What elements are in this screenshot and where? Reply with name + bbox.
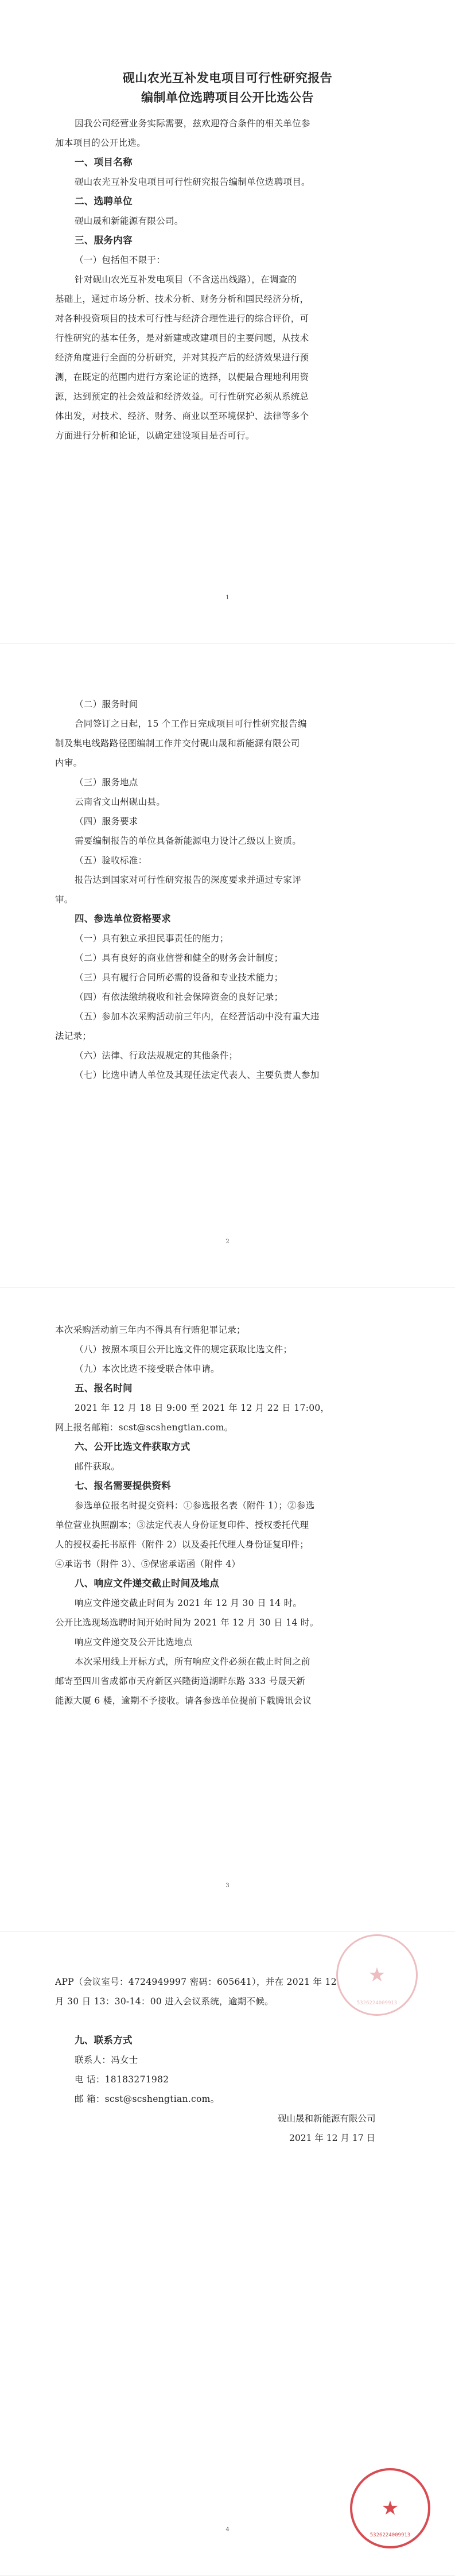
paragraph-line: 制及集电线路路径图编制工作并交付砚山晟和新能源有限公司: [55, 738, 300, 748]
subsection-heading: （五）验收标准：: [75, 855, 147, 866]
paragraph-line: 响应文件递交及公开比选地点: [75, 1637, 193, 1647]
requirement-item: （五）参加本次采购活动前三年内，在经营活动中没有重大违: [75, 1011, 320, 1022]
official-seal: [350, 2468, 430, 2548]
section-heading: 三、服务内容: [75, 235, 133, 246]
paragraph-line: 审。: [55, 894, 73, 905]
paragraph-line: 测，在既定的范围内进行方案论证的选择，以便最合理地利用资: [55, 372, 309, 382]
paragraph-line: 合同签订之日起，15 个工作日完成项目可行性研究报告编: [75, 719, 307, 729]
document-page-2: [0, 644, 455, 1288]
signature-company: 砚山晟和新能源有限公司: [278, 2113, 376, 2124]
seal-number: 5326224009913: [356, 2000, 398, 2006]
paragraph-line: 报告达到国家对可行性研究报告的深度要求并通过专家评: [75, 875, 302, 885]
intro-text: 加本项目的公开比选。: [55, 138, 146, 148]
paragraph-line: 邮件获取。: [75, 1461, 120, 1472]
requirement-item: （九）本次比选不接受联合体申请。: [75, 1364, 220, 1374]
paragraph-line: 公开比选现场选聘时间开始时间为 2021 年 12 月 30 日 14 时。: [55, 1617, 319, 1628]
page-number: 4: [225, 2527, 230, 2533]
paragraph-line: APP（会议室号：4724949997 密码：605641），并在 2021 年 12: [55, 1977, 337, 1987]
paragraph-line: 对各种投资项目的技术可行性与经济合理性进行的综合评价，可: [55, 313, 309, 324]
requirement-item: （八）按照本项目公开比选文件的规定获取比选文件；: [75, 1344, 293, 1355]
document-title-line2: 编制单位选聘项目公开比选公告: [141, 91, 314, 104]
signature-date: 2021 年 12 月 17 日: [289, 2133, 376, 2143]
paragraph-line: 本次采用线上开标方式，所有响应文件必须在截止时间之前: [75, 1656, 310, 1667]
requirement-item: （二）具有良好的商业信誉和健全的财务会计制度；: [75, 953, 283, 963]
paragraph-line: 网上报名邮箱：scst@scshengtian.com。: [55, 1422, 234, 1433]
subsection-heading: （四）服务要求: [75, 816, 138, 827]
section-heading: 五、报名时间: [75, 1383, 133, 1394]
paragraph-line: 针对砚山农光互补发电项目（不含送出线路），在调查的: [75, 274, 297, 285]
star-icon: ★: [368, 1964, 386, 1987]
section-heading: 四、参选单位资格要求: [75, 913, 171, 924]
paragraph-line: 行性研究的基本任务，是对新建或改建项目的主要问题，从技术: [55, 333, 309, 343]
requirement-item: （六）法律、行政法规规定的其他条件；: [75, 1050, 238, 1061]
paragraph-line: 云南省文山州砚山县。: [75, 797, 166, 807]
document-page-3: [0, 1288, 455, 1932]
contact-email: 邮 箱：scst@scshengtian.com。: [75, 2094, 220, 2104]
requirement-item: （四）有依法缴纳税收和社会保障资金的良好记录；: [75, 992, 283, 1002]
section-heading: 六、公开比选文件获取方式: [75, 1441, 190, 1452]
page-number: 1: [225, 595, 230, 601]
subsection-heading: （三）服务地点: [75, 777, 138, 787]
subsection-heading: （一）包括但不限于：: [75, 255, 166, 265]
paragraph-line: 响应文件递交截止时间为 2021 年 12 月 30 日 14 时。: [75, 1598, 302, 1608]
paragraph-line: 需要编制报告的单位具备新能源电力设计乙级以上资质。: [75, 836, 302, 846]
paragraph-line: 单位营业执照副本；③法定代表人身份证复印件、授权委托代理: [55, 1520, 309, 1530]
paragraph-line: ④承诺书（附件 3）、⑤保密承诺函（附件 4）: [55, 1559, 241, 1569]
paragraph-line: 基础上，通过市场分析、技术分析、财务分析和国民经济分析，: [55, 294, 309, 304]
contact-person: 联系人：冯女士: [75, 2055, 138, 2065]
document-title-line1: 砚山农光互补发电项目可行性研究报告: [122, 71, 333, 85]
contact-phone: 电 话：18183271982: [75, 2074, 169, 2085]
paragraph-line: 体出发，对技术、经济、财务、商业以至环境保护、法律等多个: [55, 411, 309, 421]
paragraph-line: 邮寄至四川省成都市天府新区兴隆街道湖畔东路 333 号晟天新: [55, 1676, 305, 1686]
paragraph-line: 人的授权委托书原件（附件 2）以及委托代理人身份证复印件；: [55, 1539, 309, 1550]
section-heading: 八、响应文件递交截止时间及地点: [75, 1578, 219, 1589]
seal-number: 5326224009913: [370, 2532, 411, 2538]
section-heading: 一、项目名称: [75, 157, 133, 168]
requirement-item: （一）具有独立承担民事责任的能力；: [75, 933, 229, 944]
paragraph-line: 内审。: [55, 758, 83, 768]
section-heading: 二、选聘单位: [75, 196, 133, 207]
paragraph-line: 月 30 日 13：30-14：00 进入会议系统，逾期不候。: [55, 1996, 274, 2007]
requirement-item: 本次采购活动前三年内不得具有行贿犯罪记录；: [55, 1325, 246, 1335]
paragraph-line: 源，达到预定的社会效益和经济效益。可行性研究必须从系统总: [55, 391, 309, 402]
official-seal: [336, 1934, 418, 2016]
paragraph-line: 2021 年 12 月 18 日 9:00 至 2021 年 12 月 22 日 17:00，: [75, 1403, 330, 1413]
project-name-text: 砚山农光互补发电项目可行性研究报告编制单位选聘项目。: [75, 177, 310, 187]
section-heading: 九、联系方式: [75, 2035, 133, 2046]
section-heading: 七、报名需要提供资料: [75, 1480, 171, 1491]
subsection-heading: （二）服务时间: [75, 699, 138, 709]
employer-text: 砚山晟和新能源有限公司。: [75, 216, 184, 226]
requirement-item: 法记录；: [55, 1031, 92, 1041]
paragraph-line: 能源大厦 6 楼，逾期不予接收。请各参选单位提前下载腾讯会议: [55, 1696, 312, 1706]
intro-text: 因我公司经营业务实际需要，兹欢迎符合条件的相关单位参: [75, 118, 310, 129]
requirement-item: （七）比选申请人单位及其现任法定代表人、主要负责人参加: [75, 1070, 320, 1080]
requirement-item: （三）具有履行合同所必需的设备和专业技术能力；: [75, 972, 283, 983]
star-icon: ★: [381, 2497, 399, 2520]
page-number: 2: [225, 1239, 230, 1245]
paragraph-line: 经济角度进行全面的分析研究，并对其投产后的经济效果进行预: [55, 352, 309, 363]
paragraph-line: 方面进行分析和论证，以确定建设项目是否可行。: [55, 430, 255, 441]
page-number: 3: [225, 1883, 230, 1889]
paragraph-line: 参选单位报名时提交资料：①参选报名表（附件 1）；②参选: [75, 1500, 315, 1511]
document-page-1: [0, 0, 455, 644]
